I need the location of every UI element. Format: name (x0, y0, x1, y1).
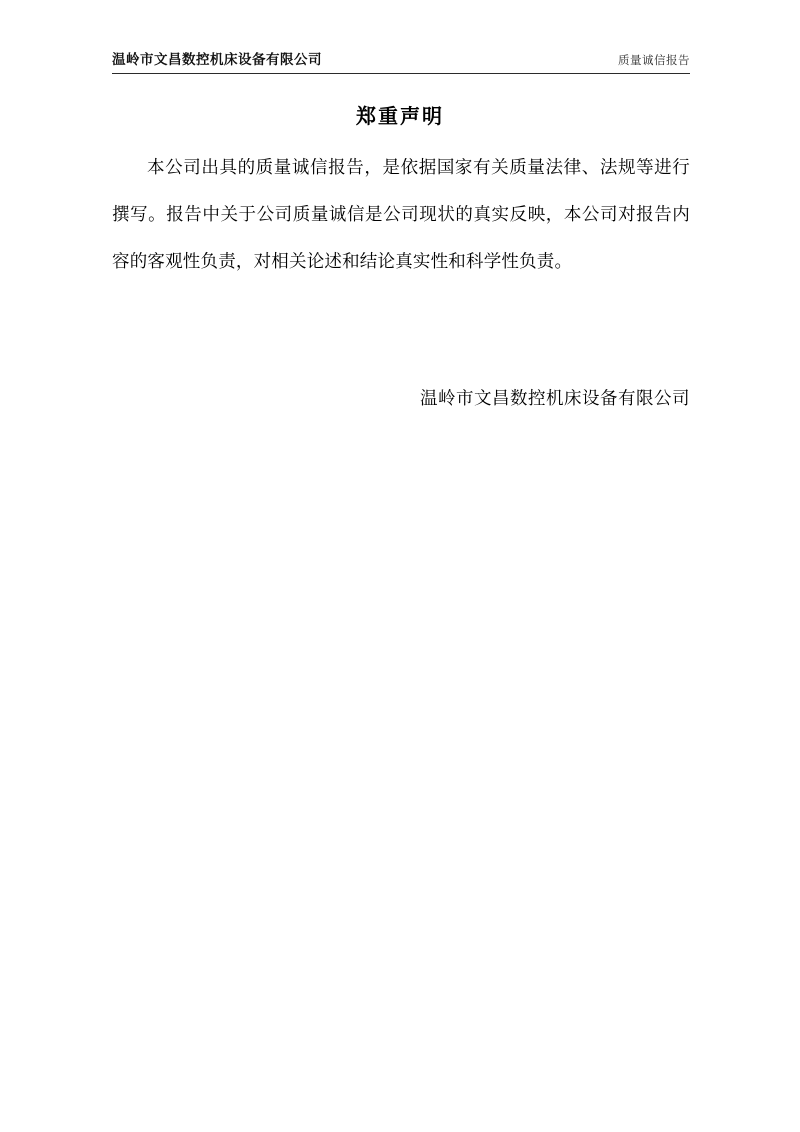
header-report-type: 质量诚信报告 (618, 53, 690, 67)
header-company-name: 温岭市文昌数控机床设备有限公司 (112, 52, 322, 68)
statement-paragraph: 本公司出具的质量诚信报告，是依据国家有关质量法律、法规等进行撰写。报告中关于公司质量诚信是公司现状的真实反映，本公司对报告内容的客观性负责，对相关论述和结论真实性和科学性负责。 (112, 158, 690, 272)
page-title: 郑重声明 (356, 104, 444, 128)
signature-company-name: 温岭市文昌数控机床设备有限公司 (420, 389, 690, 409)
statement-body (112, 145, 690, 286)
page-header (112, 48, 690, 74)
